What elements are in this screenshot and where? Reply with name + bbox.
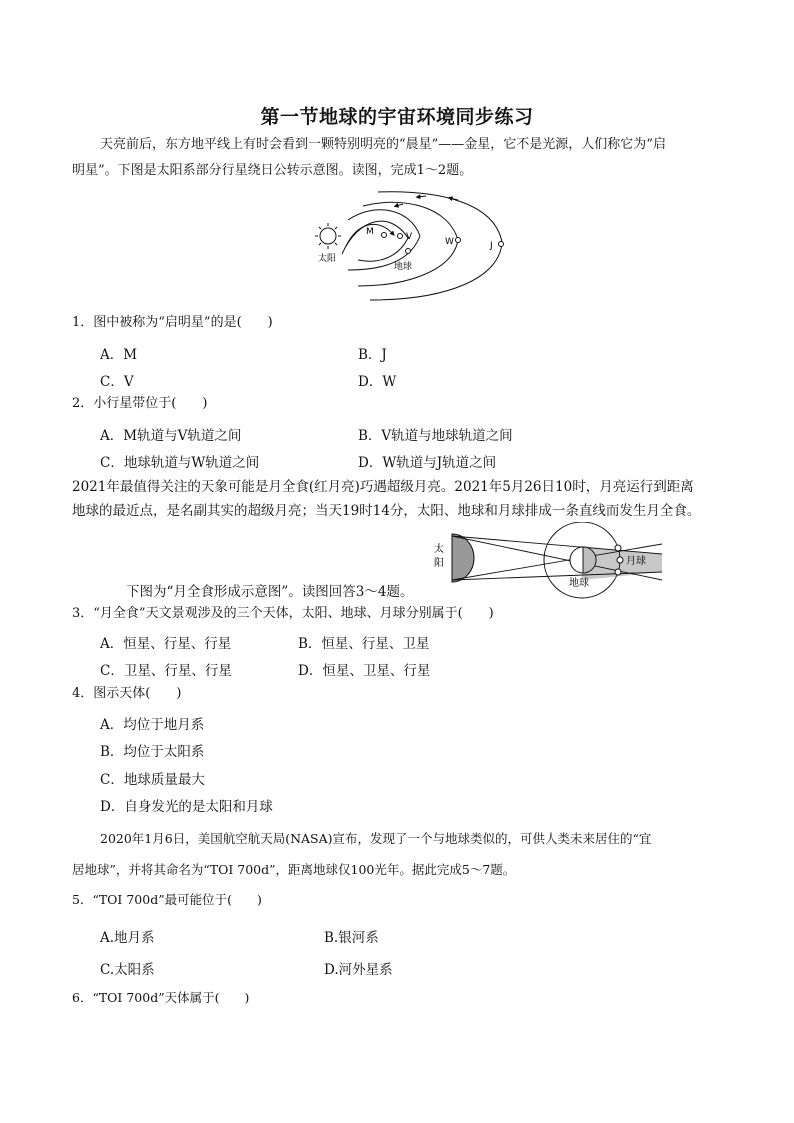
q4-option-d: D．自身发光的是太阳和月球 <box>100 799 273 815</box>
solar-system-orbit-figure <box>308 188 528 306</box>
sun-icon <box>315 223 341 249</box>
planet-j-label: J <box>490 241 493 251</box>
fig2-moon-label: 月球 <box>626 556 646 567</box>
planet-m-label: M <box>366 227 374 237</box>
q4-stem: 4．图示天体( ) <box>72 686 182 701</box>
planet-j <box>499 242 504 247</box>
q5-option-c: C.太阳系 <box>100 962 155 978</box>
q2-option-c: C．地球轨道与W轨道之间 <box>100 455 260 471</box>
q3-option-a: A．恒星、行星、行星 <box>100 636 232 652</box>
planet-v-label: V <box>406 232 413 242</box>
q1-option-b: B．J <box>358 347 387 363</box>
q3-option-d: D．恒星、卫星、行星 <box>298 663 431 679</box>
fig2-earth-label: 地球 <box>569 578 589 589</box>
orbit-w <box>358 202 458 286</box>
q2-option-b: B．V轨道与地球轨道之间 <box>358 428 513 444</box>
intro2-line3: 下图为“月全食形成示意图”。读图回答3～4题。 <box>126 584 414 600</box>
intro2-line1: 2021年最值得关注的天象可能是月全食(红月亮)巧遇超级月亮。2021年5月26日10时，月亮运行到距离 <box>72 479 694 495</box>
planet-w-label: W <box>445 237 454 247</box>
q4-option-c: C．地球质量最大 <box>100 772 205 788</box>
q3-option-b: B．恒星、行星、卫星 <box>298 636 430 652</box>
q5-option-d: D.河外星系 <box>324 962 393 978</box>
planet-w <box>456 238 461 243</box>
q2-option-a: A．M轨道与V轨道之间 <box>100 428 242 444</box>
q3-stem: 3．“月全食”天文景观涉及的三个天体，太阳、地球、月球分别属于( ) <box>72 606 494 621</box>
intro3-line1: 2020年1月6日，美国航空航天局(NASA)宣布，发现了一个与地球类似的，可供人类未来居住的“宜 <box>100 831 652 846</box>
intro1-line2: 明星”。下图是太阳系部分行星绕日公转示意图。读图，完成1～2题。 <box>72 163 473 178</box>
intro3-line2: 居地球”，并将其命名为“TOI 700d”，距离地球仅100光年。据此完成5～7题。 <box>72 862 516 877</box>
fig2-sun-label-1: 太 <box>434 544 444 555</box>
q4-option-a: A．均位于地月系 <box>100 717 205 733</box>
earth-label: 地球 <box>394 262 413 272</box>
q2-stem: 2．小行星带位于( ) <box>72 396 208 411</box>
page-title: 第一节地球的宇宙环境同步练习 <box>260 106 534 128</box>
fig2-sun-shape <box>452 534 474 582</box>
q2-option-d: D．W轨道与J轨道之间 <box>358 455 497 471</box>
q1-option-c: C．V <box>100 374 134 390</box>
moon-position-3 <box>615 569 621 575</box>
q5-stem: 5．“TOI 700d”最可能位于( ) <box>72 892 262 907</box>
q5-option-a: A.地月系 <box>100 930 155 946</box>
q6-stem: 6．“TOI 700d”天体属于( ) <box>72 990 250 1005</box>
lunar-eclipse-figure <box>430 522 666 600</box>
planet-m <box>382 233 387 238</box>
q1-option-d: D．W <box>358 374 397 390</box>
q1-option-a: A．M <box>100 347 138 363</box>
q5-option-b: B.银河系 <box>324 930 379 946</box>
intro1-line1: 天亮前后，东方地平线上有时会看到一颗特别明亮的“晨星”——金星，它不是光源，人们称它为“启 <box>100 137 666 152</box>
sun-label: 太阳 <box>318 254 337 264</box>
planet-v <box>398 234 403 239</box>
intro2-line2: 地球的最近点，是名副其实的超级月亮；当天19时14分，太阳、地球和月球排成一条直线而发生月全食。 <box>72 503 701 519</box>
moon-position-2 <box>617 557 623 563</box>
q4-option-b: B．均位于太阳系 <box>100 744 205 760</box>
planet-earth <box>406 249 411 254</box>
q1-stem: 1．图中被称为“启明星”的是( ) <box>72 315 273 330</box>
q3-option-c: C．卫星、行星、行星 <box>100 663 232 679</box>
orbit-v <box>342 221 408 261</box>
fig2-sun-label-2: 阳 <box>434 558 444 569</box>
moon-position-1 <box>615 545 621 551</box>
